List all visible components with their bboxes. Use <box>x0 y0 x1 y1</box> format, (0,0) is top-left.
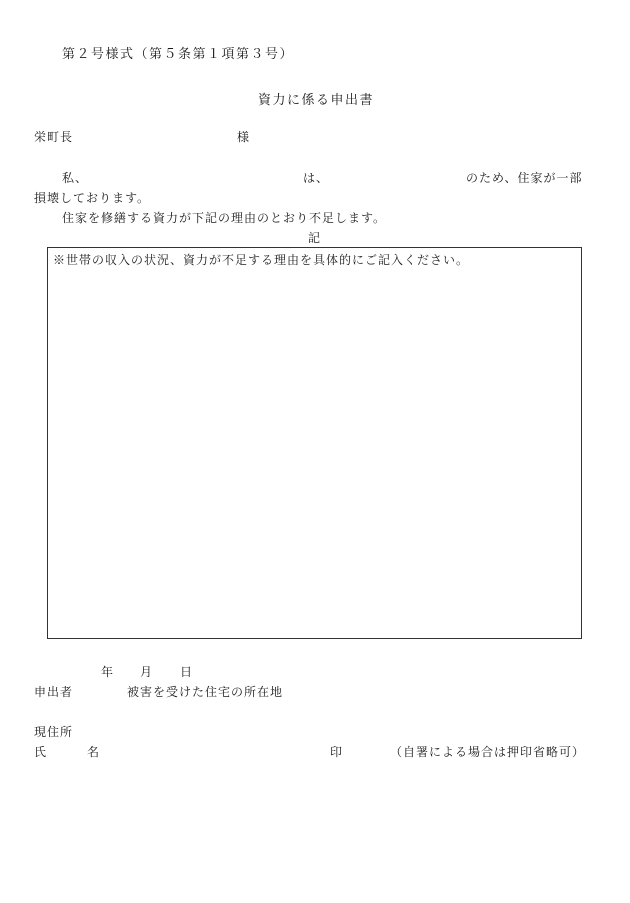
current-address-label: 現住所 <box>34 725 74 739</box>
form-number: 第２号様式（第５条第１項第３号） <box>62 47 295 62</box>
name-label-first-char: 氏 <box>34 745 48 759</box>
seal-omission-note: （自署による場合は押印省略可） <box>390 745 586 759</box>
statement-particle: は、 <box>303 171 330 185</box>
reason-text-box[interactable] <box>47 247 582 639</box>
date-day-label: 日 <box>180 665 194 679</box>
damaged-address-label: 被害を受けた住宅の所在地 <box>127 685 284 699</box>
name-label-second-char: 名 <box>87 745 101 759</box>
date-month-label: 月 <box>140 665 154 679</box>
statement-subject: 私、 <box>62 171 89 185</box>
record-heading: 記 <box>308 231 322 245</box>
reason-box-instruction: ※世帯の収入の状況、資力が不足する理由を具体的にご記入ください。 <box>53 253 470 267</box>
document-title: 資力に係る申出書 <box>258 93 375 108</box>
statement-reason-suffix: のため、住家が一部 <box>466 171 583 185</box>
applicant-label: 申出者 <box>34 685 74 699</box>
addressee-honorific: 様 <box>237 130 251 144</box>
seal-label: 印 <box>330 745 344 759</box>
statement-line-3: 住家を修繕する資力が下記の理由のとおり不足します。 <box>62 211 387 225</box>
date-year-label: 年 <box>101 665 115 679</box>
statement-line-2: 損壊しております。 <box>34 191 151 205</box>
addressee-name: 栄町長 <box>34 130 74 144</box>
